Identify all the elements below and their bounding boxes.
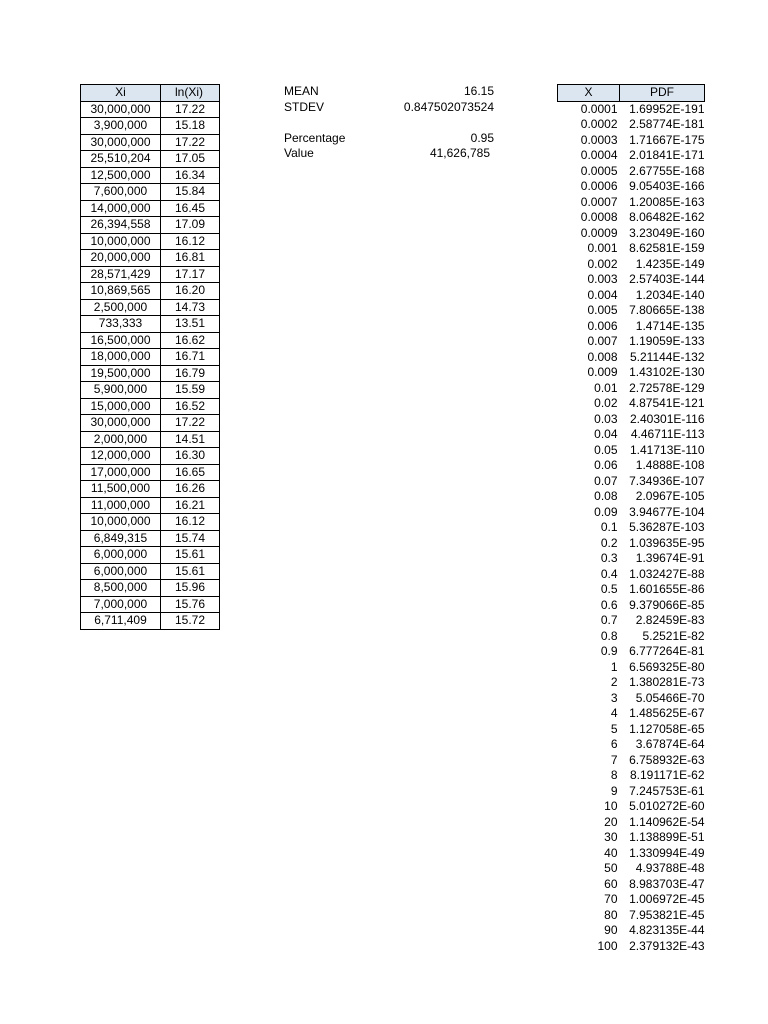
pdf-cell: 1.485625E-67 <box>629 706 705 720</box>
ln-xi-cell: 15.96 <box>161 580 220 597</box>
xi-cell: 8,500,000 <box>81 580 161 597</box>
pdf-cell: 8.06482E-162 <box>629 210 705 224</box>
x-cell: 3 <box>610 690 618 705</box>
pdf-table-row <box>558 629 705 645</box>
xi-cell: 2,500,000 <box>81 299 161 316</box>
pdf-cell: 2.40301E-116 <box>629 411 705 426</box>
ln-xi-cell: 17.05 <box>161 151 220 168</box>
xi-table <box>80 84 220 630</box>
x-cell: 6 <box>610 737 618 751</box>
xi-table-row <box>81 349 220 366</box>
xi-cell: 11,500,000 <box>81 481 161 498</box>
pdf-table-row <box>558 148 705 164</box>
ln-xi-cell: 16.81 <box>161 250 220 267</box>
pdf-table-row <box>558 660 705 676</box>
x-cell: 0.8 <box>600 628 618 643</box>
x-cell: 0.2 <box>600 535 618 550</box>
xi-table-row <box>81 547 220 564</box>
pdf-cell: 3.94677E-104 <box>629 504 705 519</box>
pdf-cell: 5.010272E-60 <box>629 799 705 813</box>
xi-table-row <box>81 118 220 135</box>
pdf-table-row <box>558 288 705 304</box>
pdf-table-row <box>558 427 705 443</box>
x-cell: 0.0008 <box>580 210 618 224</box>
x-cell: 20 <box>604 814 618 829</box>
x-cell: 0.4 <box>600 566 618 581</box>
xi-table-row <box>81 415 220 432</box>
xi-table-row <box>81 299 220 316</box>
value-label: Value <box>284 146 314 160</box>
xi-table-row <box>81 580 220 597</box>
x-cell: 0.6 <box>600 597 618 612</box>
pdf-table-row <box>558 923 705 939</box>
pdf-table-row <box>558 939 705 955</box>
ln-xi-cell: 16.20 <box>161 283 220 300</box>
x-cell: 0.07 <box>594 473 618 488</box>
x-cell: 0.0006 <box>580 179 618 193</box>
ln-xi-cell: 17.17 <box>161 266 220 283</box>
xi-cell: 28,571,429 <box>81 266 161 283</box>
ln-xi-cell: 16.65 <box>161 464 220 481</box>
xi-table-row <box>81 563 220 580</box>
ln-xi-cell: 17.09 <box>161 217 220 234</box>
x-cell: 0.03 <box>594 411 618 426</box>
pdf-table-row <box>558 815 705 831</box>
x-cell: 0.008 <box>587 349 618 364</box>
x-cell: 0.05 <box>594 442 618 457</box>
xi-table-row <box>81 332 220 349</box>
xi-table-row <box>81 167 220 184</box>
xi-table-row <box>81 365 220 382</box>
pdf-cell: 6.777264E-81 <box>629 644 705 658</box>
x-cell: 7 <box>610 752 618 767</box>
pdf-cell: 5.05466E-70 <box>635 690 705 705</box>
pdf-table-row <box>558 520 705 536</box>
mean-row <box>284 84 494 100</box>
xi-table-row <box>81 217 220 234</box>
x-cell: 50 <box>604 861 618 875</box>
pdf-cell: 8.191171E-62 <box>629 768 705 782</box>
ln-xi-cell: 17.22 <box>161 415 220 432</box>
xi-table-row <box>81 464 220 481</box>
pdf-table-row <box>558 365 705 381</box>
xi-table-row <box>81 398 220 415</box>
pdf-table-row <box>558 567 705 583</box>
pdf-table-row <box>558 830 705 846</box>
pdf-cell: 1.69952E-191 <box>629 101 705 116</box>
x-cell: 0.0001 <box>580 101 618 116</box>
x-cell: 0.007 <box>587 334 618 348</box>
pdf-cell: 1.4235E-149 <box>635 256 705 271</box>
xi-cell: 26,394,558 <box>81 217 161 234</box>
x-cell: 0.009 <box>587 365 618 379</box>
pdf-table-row <box>558 675 705 691</box>
stdev-value: 0.847502073524 <box>403 99 494 114</box>
pdf-cell: 4.93788E-48 <box>635 861 705 875</box>
xi-cell: 16,500,000 <box>81 332 161 349</box>
xi-table-row <box>81 497 220 514</box>
ln-xi-cell: 16.26 <box>161 481 220 498</box>
xi-table-row <box>81 596 220 613</box>
pdf-cell: 1.330994E-49 <box>629 845 705 860</box>
ln-xi-cell: 16.12 <box>161 514 220 531</box>
xi-cell: 7,000,000 <box>81 596 161 613</box>
xi-table-row <box>81 514 220 531</box>
xi-table-row <box>81 250 220 267</box>
xi-table-row <box>81 382 220 399</box>
xi-cell: 6,711,409 <box>81 613 161 630</box>
pdf-table-row <box>558 505 705 521</box>
x-cell: 4 <box>610 706 618 720</box>
x-cell: 2 <box>610 675 618 689</box>
pdf-cell: 5.21144E-132 <box>629 349 705 364</box>
pdf-table-row <box>558 877 705 893</box>
pdf-table-row <box>558 117 705 133</box>
xi-cell: 12,500,000 <box>81 167 161 184</box>
xi-table-row <box>81 134 220 151</box>
x-cell: 0.9 <box>600 644 618 658</box>
xi-cell: 6,000,000 <box>81 547 161 564</box>
pdf-cell: 7.34936E-107 <box>629 473 705 488</box>
pdf-table-row <box>558 784 705 800</box>
x-cell: 0.04 <box>594 427 618 441</box>
ln-xi-cell: 16.30 <box>161 448 220 465</box>
pdf-table-row <box>558 443 705 459</box>
x-cell: 5 <box>610 721 618 736</box>
pdf-cell: 9.379066E-85 <box>629 597 705 612</box>
pdf-cell: 2.58774E-181 <box>629 117 705 131</box>
x-cell: 70 <box>604 892 618 906</box>
x-cell: 0.7 <box>600 613 618 627</box>
pdf-cell: 1.032427E-88 <box>629 566 705 581</box>
ln-xi-cell: 16.45 <box>161 200 220 217</box>
ln-xi-cell: 16.34 <box>161 167 220 184</box>
xi-cell: 14,000,000 <box>81 200 161 217</box>
percentage-value: 0.95 <box>470 130 494 145</box>
pdf-cell: 1.41713E-110 <box>629 442 705 457</box>
xi-cell: 10,000,000 <box>81 514 161 531</box>
xi-cell: 12,000,000 <box>81 448 161 465</box>
x-cell: 0.006 <box>587 318 618 333</box>
pdf-cell: 1.19059E-133 <box>629 334 705 348</box>
pdf-table-row <box>558 861 705 877</box>
ln-xi-cell: 16.71 <box>161 349 220 366</box>
pdf-cell: 5.2521E-82 <box>642 628 705 643</box>
percentage-row <box>284 131 494 147</box>
pdf-table-row <box>558 458 705 474</box>
pdf-cell: 1.601655E-86 <box>629 582 705 596</box>
pdf-cell: 1.039635E-95 <box>629 535 705 550</box>
x-cell: 0.5 <box>600 582 618 596</box>
pdf-cell: 1.380281E-73 <box>629 675 705 689</box>
ln-xi-cell: 15.18 <box>161 118 220 135</box>
x-cell: 0.0004 <box>580 148 618 162</box>
ln-xi-cell: 14.51 <box>161 431 220 448</box>
xi-column-header: Xi <box>81 85 161 102</box>
ln-xi-column-header: ln(Xi) <box>161 85 220 102</box>
x-cell: 0.1 <box>600 520 618 534</box>
pdf-cell: 9.05403E-166 <box>629 179 705 193</box>
pdf-table <box>557 84 705 954</box>
pdf-table-body <box>558 101 705 954</box>
xi-cell: 3,900,000 <box>81 118 161 135</box>
pdf-cell: 1.71667E-175 <box>629 132 705 147</box>
xi-table-row <box>81 613 220 630</box>
ln-xi-cell: 15.72 <box>161 613 220 630</box>
pdf-table-row <box>558 396 705 412</box>
pdf-cell: 6.569325E-80 <box>629 659 705 674</box>
ln-xi-cell: 16.52 <box>161 398 220 415</box>
xi-table-body <box>81 101 220 629</box>
ln-xi-cell: 15.84 <box>161 184 220 201</box>
value-row <box>284 146 494 162</box>
x-cell: 0.08 <box>594 489 618 503</box>
pdf-table-row <box>558 101 705 117</box>
pdf-column-header: PDF <box>620 85 705 102</box>
x-cell: 10 <box>604 799 618 813</box>
pdf-table-row <box>558 381 705 397</box>
pdf-table-row <box>558 164 705 180</box>
pdf-cell: 2.82459E-83 <box>635 613 705 627</box>
xi-table-row <box>81 151 220 168</box>
x-cell: 0.002 <box>587 256 618 271</box>
ln-xi-cell: 16.12 <box>161 233 220 250</box>
ln-xi-cell: 15.61 <box>161 563 220 580</box>
pdf-cell: 2.379132E-43 <box>629 938 705 953</box>
xi-cell: 17,000,000 <box>81 464 161 481</box>
x-cell: 0.0003 <box>580 132 618 147</box>
pdf-cell: 7.80665E-138 <box>629 303 705 317</box>
pdf-table-row <box>558 350 705 366</box>
pdf-table-row <box>558 195 705 211</box>
xi-cell: 733,333 <box>81 316 161 333</box>
x-cell: 0.005 <box>587 303 618 317</box>
ln-xi-cell: 14.73 <box>161 299 220 316</box>
pdf-cell: 1.4714E-135 <box>635 318 705 333</box>
ln-xi-cell: 15.74 <box>161 530 220 547</box>
pdf-cell: 2.57403E-144 <box>629 272 705 286</box>
pdf-table-row <box>558 489 705 505</box>
pdf-cell: 4.823135E-44 <box>629 923 705 937</box>
ln-xi-cell: 15.61 <box>161 547 220 564</box>
pdf-cell: 8.62581E-159 <box>629 241 705 255</box>
ln-xi-cell: 17.22 <box>161 134 220 151</box>
x-cell: 100 <box>597 938 618 953</box>
pdf-table-row <box>558 846 705 862</box>
xi-table-row <box>81 101 220 118</box>
pdf-table-row <box>558 210 705 226</box>
x-cell: 0.0005 <box>580 163 618 178</box>
pdf-table-row <box>558 722 705 738</box>
ln-xi-cell: 16.62 <box>161 332 220 349</box>
xi-cell: 19,500,000 <box>81 365 161 382</box>
xi-cell: 18,000,000 <box>81 349 161 366</box>
xi-cell: 30,000,000 <box>81 101 161 118</box>
x-cell: 9 <box>610 783 618 798</box>
pdf-table-row <box>558 737 705 753</box>
pdf-cell: 1.20085E-163 <box>629 194 705 209</box>
xi-table-row <box>81 266 220 283</box>
xi-cell: 30,000,000 <box>81 134 161 151</box>
pdf-table-row <box>558 272 705 288</box>
pdf-table-header-row <box>558 85 705 102</box>
pdf-table-row <box>558 551 705 567</box>
pdf-cell: 2.67755E-168 <box>629 163 705 178</box>
xi-cell: 25,510,204 <box>81 151 161 168</box>
x-cell: 40 <box>604 845 618 860</box>
pdf-table-row <box>558 706 705 722</box>
pdf-cell: 4.87541E-121 <box>629 396 705 410</box>
pdf-cell: 2.01841E-171 <box>629 148 705 162</box>
pdf-cell: 8.983703E-47 <box>629 876 705 891</box>
x-cell: 0.0009 <box>580 225 618 240</box>
pdf-cell: 1.140962E-54 <box>629 814 705 829</box>
pdf-table-row <box>558 644 705 660</box>
pdf-table-row <box>558 179 705 195</box>
x-cell: 0.01 <box>594 380 618 395</box>
stdev-row <box>284 100 494 116</box>
pdf-table-row <box>558 768 705 784</box>
pdf-cell: 5.36287E-103 <box>629 520 705 534</box>
pdf-cell: 1.127058E-65 <box>629 721 705 736</box>
x-cell: 0.004 <box>587 287 618 302</box>
xi-cell: 6,849,315 <box>81 530 161 547</box>
pdf-cell: 1.43102E-130 <box>629 365 705 379</box>
pdf-cell: 7.245753E-61 <box>629 783 705 798</box>
xi-table-row <box>81 283 220 300</box>
pdf-cell: 1.39674E-91 <box>635 551 705 565</box>
xi-cell: 7,600,000 <box>81 184 161 201</box>
x-cell: 0.09 <box>594 504 618 519</box>
percentage-label: Percentage <box>284 130 346 145</box>
pdf-cell: 3.67874E-64 <box>635 737 705 751</box>
x-cell: 1 <box>610 659 618 674</box>
xi-cell: 11,000,000 <box>81 497 161 514</box>
pdf-cell: 6.758932E-63 <box>629 752 705 767</box>
xi-table-row <box>81 481 220 498</box>
x-cell: 60 <box>604 876 618 891</box>
xi-table-row <box>81 316 220 333</box>
pdf-table-row <box>558 334 705 350</box>
pdf-table-row <box>558 613 705 629</box>
x-cell: 0.001 <box>587 241 618 255</box>
x-cell: 0.3 <box>600 551 618 565</box>
pdf-table-row <box>558 319 705 335</box>
xi-cell: 10,869,565 <box>81 283 161 300</box>
xi-cell: 6,000,000 <box>81 563 161 580</box>
x-cell: 0.0002 <box>580 117 618 131</box>
pdf-cell: 4.46711E-113 <box>630 427 705 441</box>
ln-xi-cell: 13.51 <box>161 316 220 333</box>
x-cell: 90 <box>604 923 618 937</box>
xi-cell: 2,000,000 <box>81 431 161 448</box>
pdf-cell: 1.2034E-140 <box>635 287 705 302</box>
xi-table-row <box>81 200 220 217</box>
pdf-table-row <box>558 536 705 552</box>
x-column-header: X <box>558 85 620 102</box>
pdf-table-row <box>558 582 705 598</box>
pdf-table-row <box>558 753 705 769</box>
pdf-cell: 2.72578E-129 <box>629 380 705 395</box>
xi-cell: 5,900,000 <box>81 382 161 399</box>
pdf-table-row <box>558 908 705 924</box>
pdf-table-row <box>558 226 705 242</box>
pdf-cell: 1.006972E-45 <box>629 892 705 906</box>
xi-table-row <box>81 184 220 201</box>
xi-cell: 20,000,000 <box>81 250 161 267</box>
x-cell: 0.06 <box>594 458 618 472</box>
stdev-label: STDEV <box>284 99 325 114</box>
pdf-table-row <box>558 691 705 707</box>
xi-table-row <box>81 431 220 448</box>
pdf-cell: 2.0967E-105 <box>635 489 705 503</box>
pdf-table-row <box>558 241 705 257</box>
x-cell: 80 <box>604 907 618 922</box>
pdf-cell: 3.23049E-160 <box>629 225 705 240</box>
xi-cell: 10,000,000 <box>81 233 161 250</box>
pdf-table-row <box>558 799 705 815</box>
xi-table-row <box>81 530 220 547</box>
xi-table-header-row <box>81 85 220 102</box>
pdf-table-row <box>558 598 705 614</box>
pdf-table-row <box>558 892 705 908</box>
pdf-table-row <box>558 257 705 273</box>
value-value: 41,626,785 <box>429 146 490 160</box>
x-cell: 0.0007 <box>580 194 618 209</box>
mean-value: 16.15 <box>463 84 494 98</box>
ln-xi-cell: 15.76 <box>161 596 220 613</box>
xi-cell: 30,000,000 <box>81 415 161 432</box>
pdf-table-row <box>558 474 705 490</box>
ln-xi-cell: 17.22 <box>161 101 220 118</box>
ln-xi-cell: 15.59 <box>161 382 220 399</box>
ln-xi-cell: 16.79 <box>161 365 220 382</box>
xi-table-row <box>81 448 220 465</box>
mean-label: MEAN <box>284 84 319 98</box>
x-cell: 0.003 <box>587 272 618 286</box>
pdf-table-row <box>558 303 705 319</box>
pdf-cell: 1.4888E-108 <box>635 458 705 472</box>
pdf-table-row <box>558 412 705 428</box>
xi-cell: 15,000,000 <box>81 398 161 415</box>
ln-xi-cell: 16.21 <box>161 497 220 514</box>
xi-table-row <box>81 233 220 250</box>
x-cell: 0.02 <box>594 396 618 410</box>
pdf-cell: 1.138899E-51 <box>629 830 705 844</box>
x-cell: 30 <box>604 830 618 844</box>
pdf-cell: 7.953821E-45 <box>629 907 705 922</box>
x-cell: 8 <box>610 768 618 782</box>
pdf-table-row <box>558 133 705 149</box>
